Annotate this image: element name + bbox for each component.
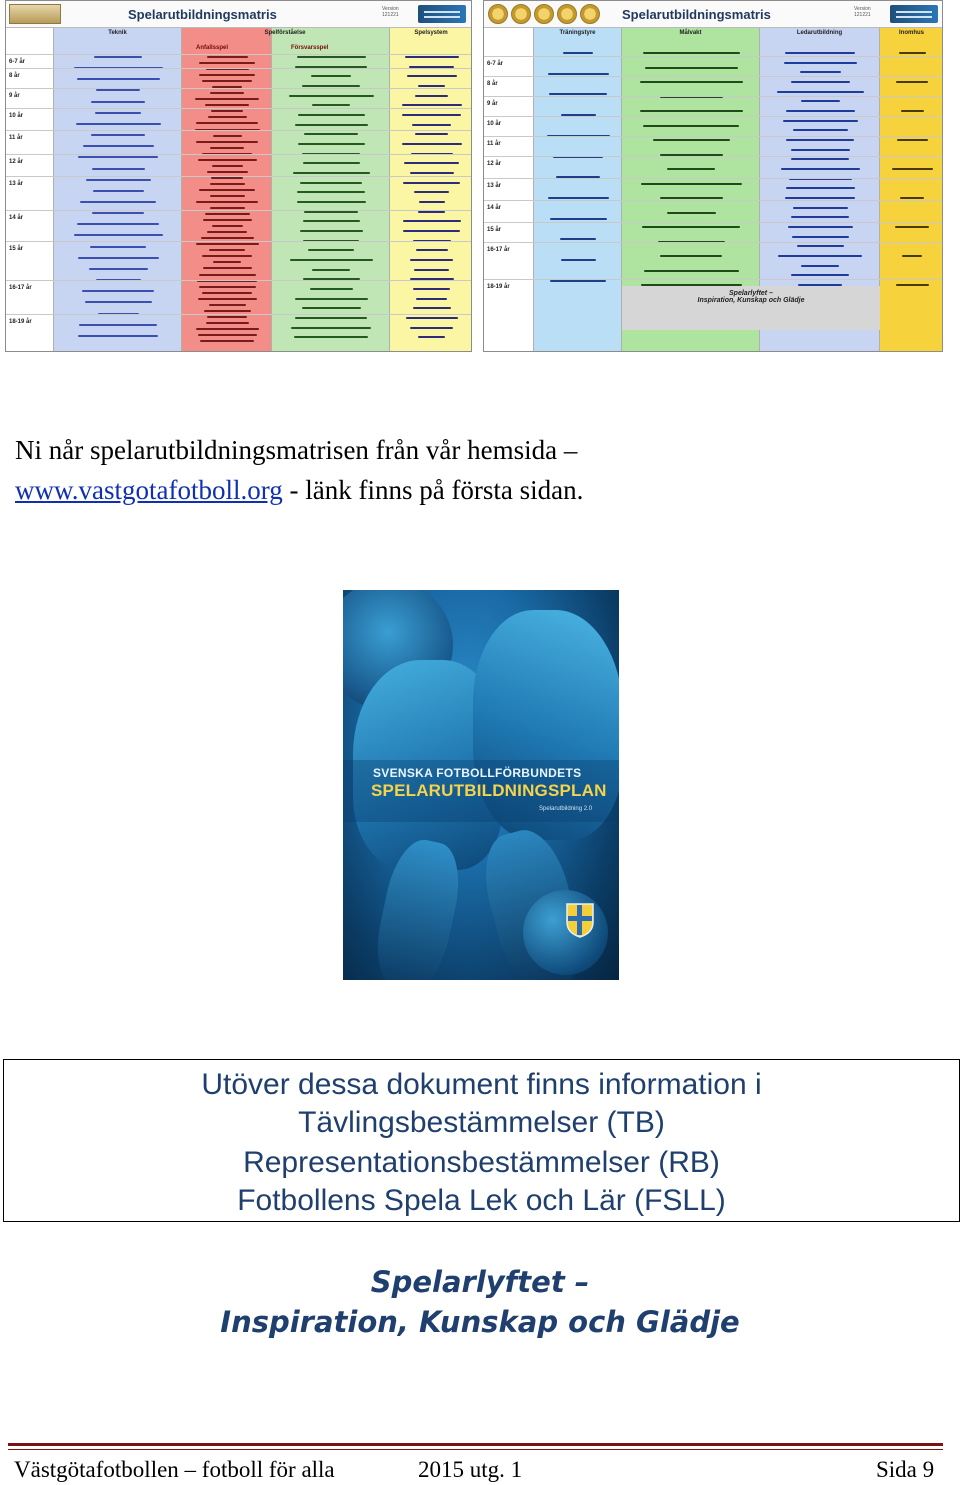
matrix-cell-text [310,288,353,290]
matrix-cell-text [205,213,250,215]
matrix-cell-text [896,81,928,83]
row-divider [6,108,472,109]
footer-page-number: Sida 9 [876,1457,935,1482]
row-divider [484,222,943,223]
matrix-cell-text [202,80,252,82]
row-divider [484,56,943,57]
intro-text-rest: - länk finns på första sidan. [282,475,584,505]
matrix-cell-text [900,197,924,199]
matrix-column-header: Ledarutbildning [796,30,843,36]
matrix-cell-text [413,288,450,290]
matrix-column-header: Spelsystem [414,30,448,36]
row-divider [6,314,472,315]
row-divider [6,154,472,155]
matrix-cell-text [418,85,445,87]
matrix-cell-text [199,274,256,276]
matrix-column [54,28,182,351]
matrix-header [484,1,942,28]
matrix-cell-text [294,336,368,338]
club-badge-icon [511,4,531,24]
matrix-cell-text [196,141,258,143]
matrix-cell-text [641,183,742,185]
matrix-cell-text [200,340,254,342]
cover-edition: Spelarutbildning 2.0 [539,806,593,812]
slogan-title: Spelarlyftet – [370,1265,590,1299]
matrix-cell-text [211,110,243,112]
age-label: 12 år [9,159,24,165]
matrix-cell-text [415,95,448,97]
matrix-column [272,28,390,351]
matrix-screenshot-left [5,0,472,352]
matrix-cell-text [791,274,849,276]
book-cover-image [343,590,619,980]
row-divider [484,156,943,157]
age-label: 16-17 år [9,285,32,291]
matrix-cell-text [209,249,245,251]
matrix-cell-text [785,52,855,54]
info-line: Representationsbestämmelser (RB) [243,1146,720,1179]
matrix-cell-text [901,110,924,112]
matrix-cell-text [198,298,257,300]
matrix-cell-text [410,259,453,261]
logo-image [9,4,61,24]
matrix-cell-text [303,162,360,164]
matrix-cell-text [291,327,371,329]
brand-logo [418,5,466,23]
matrix-cell-text [212,225,243,227]
matrix-cell-text [95,112,141,114]
row-divider [6,280,472,281]
matrix-cell-text [85,301,152,303]
matrix-cell-text [78,335,158,337]
matrix-cell-text [199,62,255,64]
matrix-header [6,1,471,28]
matrix-cell-text [196,328,259,330]
version-label: Version 121221 [854,6,871,18]
footer-publisher: Västgötafotbollen – fotboll för alla [14,1457,335,1482]
matrix-cell-text [203,267,252,269]
matrix-cell-text [304,133,358,135]
matrix-cell-text [210,92,244,94]
matrix-cell-text [786,139,854,141]
matrix-cell-text [405,56,459,58]
matrix-cell-text [783,120,858,122]
matrix-cell-text [295,124,368,126]
matrix-cell-text [801,265,839,267]
matrix-cell-text [295,317,367,319]
matrix-cell-text [402,104,462,106]
matrix-cell-text [418,336,445,338]
matrix-cell-text [212,165,243,167]
matrix-cell-text [895,226,929,228]
age-label: 8 år [9,73,20,79]
matrix-cell-text [199,74,255,76]
matrix-cell-text [778,255,862,257]
matrix-cell-text [403,220,461,222]
matrix-cell-text [302,307,361,309]
website-link[interactable]: www.vastgotafotboll.org [15,475,283,505]
club-badge-icon [580,4,600,24]
info-line: Utöver dessa dokument finns information i [201,1068,762,1101]
matrix-cell-text [416,249,448,251]
row-divider [484,96,943,97]
matrix-cell-text [415,133,448,135]
matrix-cell-text [660,197,723,199]
matrix-cell-text [78,257,159,259]
matrix-cell-text [297,56,366,58]
matrix-cell-text [402,143,462,145]
matrix-cell-text [207,171,248,173]
matrix-cell-text [660,255,722,257]
slogan-subtitle: Inspiration, Kunskap och Glädje [220,1305,740,1339]
matrix-cell-text [74,234,163,236]
matrix-cell-text [76,123,161,125]
matrix-cell-text [303,220,360,222]
matrix-cell-text [667,168,715,170]
matrix-cell-text [791,149,850,151]
matrix-cell-text [896,284,929,286]
age-label: 18-19 år [487,284,510,290]
info-box [3,1059,960,1222]
matrix-cell-text [207,231,247,233]
age-label: 9 år [9,93,20,99]
matrix-cell-text [195,98,259,100]
matrix-cell-text [202,255,252,257]
matrix-cell-text [290,259,373,261]
matrix-cell-text [210,195,245,197]
matrix-cell-text [208,116,247,118]
matrix-cell-text [897,139,928,141]
matrix-cell-text [213,135,242,137]
federation-crest-icon [565,902,595,938]
matrix-subheader: Försvarsspel [291,45,329,51]
matrix-cell-text [196,243,259,245]
row-divider [484,200,943,201]
matrix-cell-text [304,211,358,213]
info-line: Tävlingsbestämmelser (TB) [298,1106,665,1139]
row-divider [6,68,472,69]
row-divider [484,136,943,137]
matrix-cell-text [298,114,365,116]
matrix-cell-text [91,134,145,136]
row-divider [6,54,472,55]
matrix-cell-text [198,334,257,336]
matrix-cell-text [92,168,145,170]
age-label: 13 år [487,183,502,189]
club-badge-icon [488,4,508,24]
matrix-column [182,28,272,351]
matrix-cell-text [297,201,366,203]
matrix-cell-text [210,183,245,185]
matrix-cell-text [96,89,140,91]
matrix-cell-text [83,145,154,147]
matrix-cell-text [295,298,368,300]
matrix-cell-text [413,307,451,309]
matrix-cell-text [549,93,607,95]
matrix-cell-text [786,110,855,112]
matrix-cell-text [786,187,855,189]
footer-divider [8,1443,943,1450]
matrix-cell-text [209,304,246,306]
age-label: 14 år [487,205,502,211]
matrix-cell-text [643,52,740,54]
matrix-cell-text [403,182,460,184]
matrix-cell-text [418,211,445,213]
row-divider [484,116,943,117]
matrix-cell-text [300,182,362,184]
matrix-cell-text [89,268,148,270]
matrix-cell-text [300,230,363,232]
matrix-cell-text [94,56,142,58]
club-badge-icon [534,4,554,24]
matrix-cell-text [902,255,922,257]
matrix-cell-text [414,191,449,193]
age-label: 11 år [9,135,23,141]
matrix-cell-text [207,56,248,58]
matrix-cell-text [210,207,245,209]
matrix-cell-text [644,270,739,272]
matrix-cell-text [207,316,247,318]
matrix-cell-text [78,156,158,158]
matrix-cell-text [784,62,857,64]
matrix-cell-text [561,259,596,261]
row-divider [6,130,472,131]
row-divider [6,176,472,177]
matrix-cell-text [203,219,252,221]
matrix-cell-text [643,125,739,127]
matrix-column [390,28,472,351]
row-divider [6,241,472,242]
matrix-footer-title: Spelarlyftet – [729,290,773,297]
matrix-cell-text [801,100,840,102]
matrix-cell-text [402,114,461,116]
matrix-cell-text [653,139,730,141]
matrix-cell-text [791,158,849,160]
age-label: 14 år [9,215,24,221]
row-divider [6,88,472,89]
age-label: 6-7 år [9,59,26,65]
version-label: Version 121221 [382,6,399,18]
matrix-column-header: Träningstyre [559,30,596,36]
matrix-cell-text [80,201,156,203]
matrix-cell-text [785,197,855,199]
info-line: Fotbollens Spela Lek och Lär (FSLL) [237,1184,726,1217]
matrix-cell-text [640,110,743,112]
matrix-cell-text [781,168,860,170]
matrix-footer-subtitle: Inspiration, Kunskap och Glädje [697,297,805,304]
matrix-cell-text [800,71,841,73]
matrix-cell-text [548,197,609,199]
matrix-cell-text [92,212,144,214]
matrix-cell-text [82,290,154,292]
age-label: 16-17 år [487,247,510,253]
matrix-cell-text [640,81,743,83]
matrix-cell-text [77,78,160,80]
matrix-cell-text [892,168,933,170]
matrix-cell-text [199,286,256,288]
matrix-screenshot-right [483,0,943,352]
matrix-cell-text [403,230,460,232]
matrix-cell-text [90,246,146,248]
footer-edition: 2015 utg. 1 [418,1457,523,1482]
matrix-cell-text [302,85,360,87]
matrix-cell-text [289,95,374,97]
intro-text-line: Ni når spelarutbildningsmatrisen från vår hemsida – [15,435,578,465]
matrix-cell-text [793,129,848,131]
matrix-cell-text [560,238,596,240]
matrix-cell-text [206,322,249,324]
matrix-cell-text [312,104,350,106]
matrix-cell-text [202,292,252,294]
matrix-cell-text [667,212,716,214]
matrix-cell-text [899,52,926,54]
matrix-cell-text [196,122,258,124]
matrix-cell-text [312,269,350,271]
matrix-cell-text [86,179,151,181]
brand-logo [890,5,938,23]
matrix-cell-text [298,143,365,145]
age-label: 9 år [487,101,498,107]
matrix-column-header: Målvakt [679,30,702,36]
matrix-cell-text [79,324,157,326]
row-divider [484,279,943,280]
matrix-cell-text [93,190,144,192]
row-divider [6,210,472,211]
matrix-cell-text [211,177,243,179]
matrix-cell-text [777,91,864,93]
matrix-cell-text [204,310,251,312]
row-divider [484,76,943,77]
matrix-cell-text [91,101,145,103]
matrix-cell-text [196,201,258,203]
matrix-cell-text [550,218,607,220]
matrix-cell-text [410,327,453,329]
matrix-cell-text [550,280,606,282]
matrix-title: Spelarutbildningsmatris [128,7,277,22]
matrix-cell-text [407,75,457,77]
matrix-cell-text [213,261,241,263]
cover-subtitle: SVENSKA FOTBOLLFÖRBUNDETS [373,766,582,780]
matrix-cell-text [406,317,458,319]
matrix-cell-text [311,75,351,77]
matrix-cell-text [308,249,354,251]
age-label: 15 år [487,227,502,233]
cover-title: SPELARUTBILDNINGSPLAN [371,781,607,800]
matrix-cell-text [414,269,449,271]
age-label: 15 år [9,246,24,252]
matrix-cell-text [563,52,593,54]
matrix-cell-text [548,73,609,75]
intro-text-line [15,470,583,510]
matrix-cell-text [205,104,249,106]
matrix-cell-text [412,124,451,126]
matrix-cell-text [198,159,257,161]
matrix-cell-text [201,237,254,239]
matrix-cell-text [645,67,738,69]
matrix-cell-text [793,207,848,209]
age-label: 6-7 år [487,61,504,67]
matrix-column-header: Inomhus [899,30,924,36]
matrix-cell-text [416,298,447,300]
matrix-title: Spelarutbildningsmatris [622,7,771,22]
age-label: 13 år [9,181,24,187]
matrix-column-header: Teknik [108,30,127,36]
age-label: 10 år [487,121,502,127]
matrix-cell-text [791,81,850,83]
matrix-cell-text [792,236,849,238]
age-label: 10 år [9,113,24,119]
row-divider [484,178,943,179]
row-divider [484,242,943,243]
matrix-cell-text [788,226,853,228]
age-label: 18-19 år [9,319,32,325]
matrix-cell-text [297,191,365,193]
matrix-column-header: Spelförståelse [264,30,306,36]
matrix-cell-text [410,172,454,174]
matrix-cell-text [797,245,844,247]
age-label: 8 år [487,81,498,87]
matrix-cell-text [404,162,459,164]
matrix-cell-text [642,226,740,228]
matrix-cell-text [791,216,849,218]
club-badge-icon [557,4,577,24]
age-label: 11 år [487,141,501,147]
matrix-subheader: Anfallsspel [196,45,229,51]
matrix-cell-text [293,172,370,174]
matrix-cell-text [419,201,445,203]
matrix-cell-text [210,147,244,149]
matrix-cell-text [77,223,159,225]
matrix-footer-box [622,286,880,330]
matrix-cell-text [199,189,255,191]
age-label: 12 år [487,161,502,167]
